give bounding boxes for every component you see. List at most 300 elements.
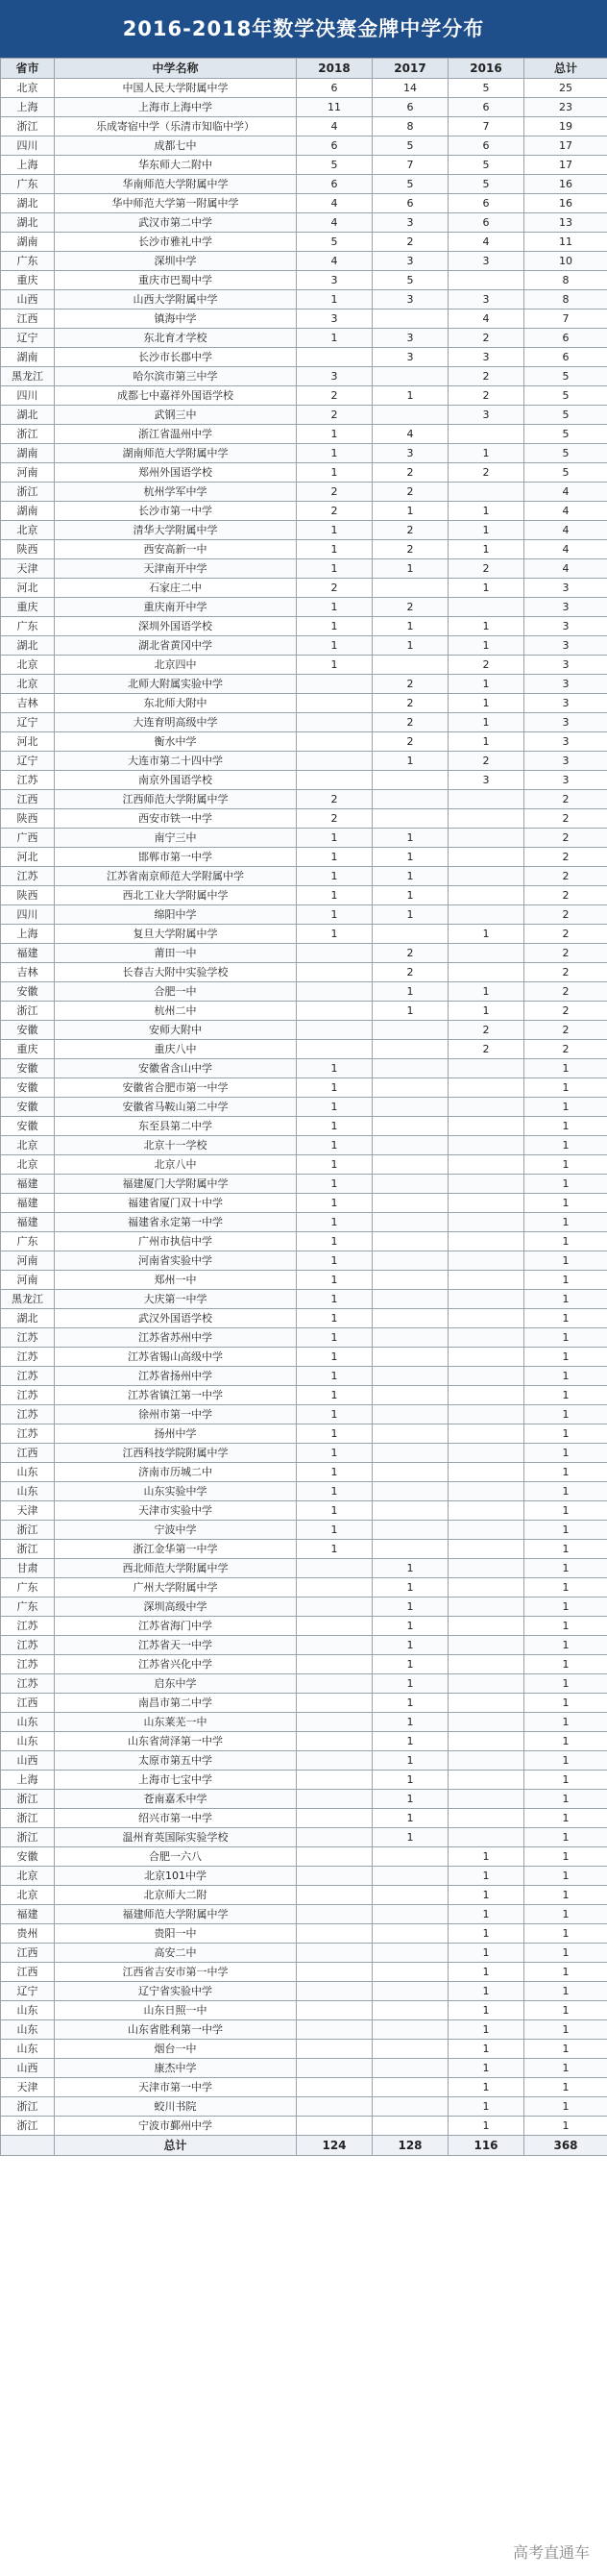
cell-2017: [373, 1424, 449, 1444]
cell-2018: 5: [297, 156, 373, 175]
table-row: [1, 2097, 607, 2117]
table-row: [1, 1367, 607, 1386]
cell-2018: [297, 2097, 373, 2117]
cell-school: 北京四中: [55, 656, 297, 675]
cell-school: 深圳高级中学: [55, 1598, 297, 1617]
cell-2016: 1: [449, 1963, 524, 1982]
cell-2018: [297, 2117, 373, 2136]
cell-2016: [449, 1694, 524, 1713]
cell-school: 深圳外国语学校: [55, 617, 297, 636]
cell-total: 2: [524, 867, 607, 886]
cell-2017: 1: [373, 1828, 449, 1847]
cell-total: 10: [524, 252, 607, 271]
cell-2017: [373, 1924, 449, 1944]
cell-school: 徐州市第一中学: [55, 1405, 297, 1424]
cell-school: 江苏省兴化中学: [55, 1655, 297, 1674]
cell-2016: [449, 963, 524, 982]
page-title: 2016-2018年数学决赛金牌中学分布: [0, 0, 607, 58]
cell-province: 江西: [1, 1963, 55, 1982]
table-row: [1, 2001, 607, 2020]
cell-2016: [449, 1251, 524, 1271]
cell-school: 武汉市第二中学: [55, 213, 297, 233]
table-row: [1, 329, 607, 348]
cell-province: 河南: [1, 1271, 55, 1290]
table-row: [1, 1098, 607, 1117]
cell-2016: 1: [449, 521, 524, 540]
cell-school: 中国人民大学附属中学: [55, 79, 297, 98]
cell-2018: 1: [297, 1194, 373, 1213]
cell-school: 安徽省合肥市第一中学: [55, 1078, 297, 1098]
cell-total: 16: [524, 194, 607, 213]
cell-2018: [297, 1674, 373, 1694]
cell-2016: 1: [449, 1847, 524, 1867]
cell-2018: 1: [297, 848, 373, 867]
cell-2016: 1: [449, 713, 524, 732]
cell-2016: [449, 905, 524, 925]
cell-2018: 1: [297, 1309, 373, 1328]
cell-2017: 5: [373, 136, 449, 156]
cell-school: 武汉外国语学校: [55, 1309, 297, 1328]
cell-2016: [449, 1213, 524, 1232]
table-row: [1, 1117, 607, 1136]
cell-2016: [449, 848, 524, 867]
cell-school: 太原市第五中学: [55, 1751, 297, 1771]
cell-province: 湖南: [1, 233, 55, 252]
cell-total: 1: [524, 2001, 607, 2020]
cell-2016: [449, 1617, 524, 1636]
cell-province: 吉林: [1, 694, 55, 713]
cell-2017: [373, 579, 449, 598]
cell-2016: 1: [449, 1982, 524, 2001]
cell-2018: [297, 2078, 373, 2097]
cell-2017: [373, 310, 449, 329]
cell-2018: 1: [297, 1117, 373, 1136]
cell-total: 1: [524, 2020, 607, 2040]
cell-2017: 2: [373, 675, 449, 694]
cell-2018: [297, 1886, 373, 1905]
cell-school: 山西大学附属中学: [55, 290, 297, 310]
cell-2016: [449, 1598, 524, 1617]
cell-school: 湖南师范大学附属中学: [55, 444, 297, 463]
cell-2018: [297, 694, 373, 713]
cell-2018: 1: [297, 1251, 373, 1271]
cell-school: 西安高新一中: [55, 540, 297, 559]
cell-total: 1: [524, 1771, 607, 1790]
cell-2018: 1: [297, 1424, 373, 1444]
cell-school: 北京十一学校: [55, 1136, 297, 1155]
table-row: [1, 1328, 607, 1348]
cell-school: 天津市第一中学: [55, 2078, 297, 2097]
cell-total: 3: [524, 752, 607, 771]
cell-2018: 3: [297, 310, 373, 329]
cell-school: 江西省吉安市第一中学: [55, 1963, 297, 1982]
cell-2017: [373, 1348, 449, 1367]
table-row: [1, 1655, 607, 1674]
cell-2017: 1: [373, 848, 449, 867]
cell-2016: 1: [449, 732, 524, 752]
cell-2017: 3: [373, 290, 449, 310]
cell-2017: [373, 1905, 449, 1924]
cell-total: 4: [524, 483, 607, 502]
cell-total: 3: [524, 636, 607, 656]
cell-total: 5: [524, 367, 607, 386]
cell-2018: [297, 1617, 373, 1636]
cell-2017: [373, 2040, 449, 2059]
cell-2016: [449, 1790, 524, 1809]
cell-total: 2: [524, 809, 607, 829]
cell-2017: 5: [373, 271, 449, 290]
cell-2016: [449, 1232, 524, 1251]
cell-total: 1: [524, 1636, 607, 1655]
table-row: [1, 713, 607, 732]
cell-2017: [373, 771, 449, 790]
cell-2016: 4: [449, 310, 524, 329]
cell-school: 北京八中: [55, 1155, 297, 1175]
cell-2017: [373, 1290, 449, 1309]
cell-2017: [373, 1098, 449, 1117]
table-row: [1, 540, 607, 559]
table-row: [1, 886, 607, 905]
cell-total: 2: [524, 790, 607, 809]
cell-2016: 1: [449, 1886, 524, 1905]
table-row: [1, 1232, 607, 1251]
cell-2017: [373, 1886, 449, 1905]
cell-province: 河北: [1, 848, 55, 867]
cell-school: 杭州学军中学: [55, 483, 297, 502]
cell-2016: [449, 1405, 524, 1424]
cell-2018: 2: [297, 579, 373, 598]
cell-school: 南昌市第二中学: [55, 1694, 297, 1713]
total-row: [1, 2136, 607, 2156]
cell-school: 清华大学附属中学: [55, 521, 297, 540]
cell-total: 1: [524, 1444, 607, 1463]
cell-school: 福建厦门大学附属中学: [55, 1175, 297, 1194]
cell-province: 山西: [1, 1751, 55, 1771]
cell-2017: 3: [373, 348, 449, 367]
cell-province: 四川: [1, 905, 55, 925]
cell-total: 4: [524, 559, 607, 579]
cell-total: 1: [524, 1905, 607, 1924]
cell-school: 安徽省含山中学: [55, 1059, 297, 1078]
cell-2017: [373, 2059, 449, 2078]
cell-2018: 2: [297, 502, 373, 521]
cell-province: 浙江: [1, 2117, 55, 2136]
table-row: [1, 1463, 607, 1482]
cell-2016: [449, 1367, 524, 1386]
cell-2018: 1: [297, 329, 373, 348]
table-row: [1, 98, 607, 117]
cell-2017: 2: [373, 540, 449, 559]
cell-2016: [449, 1290, 524, 1309]
cell-total: 1: [524, 1559, 607, 1578]
cell-2018: 1: [297, 1405, 373, 1424]
cell-2018: 5: [297, 233, 373, 252]
cell-school: 福建省永定第一中学: [55, 1213, 297, 1232]
table-row: [1, 1424, 607, 1444]
cell-total: 1: [524, 1424, 607, 1444]
table-row: [1, 348, 607, 367]
cell-2017: [373, 1078, 449, 1098]
cell-province: 浙江: [1, 425, 55, 444]
cell-2018: [297, 1694, 373, 1713]
table-row: [1, 905, 607, 925]
table-row: [1, 1136, 607, 1155]
cell-school: 西安市铁一中学: [55, 809, 297, 829]
cell-2018: 1: [297, 598, 373, 617]
cell-school: 江苏省苏州中学: [55, 1328, 297, 1348]
cell-2017: 1: [373, 559, 449, 579]
cell-total: 1: [524, 1155, 607, 1175]
cell-total: 2: [524, 1040, 607, 1059]
cell-2017: [373, 1405, 449, 1424]
cell-province: 浙江: [1, 1790, 55, 1809]
cell-2018: 1: [297, 1367, 373, 1386]
table-body: [1, 79, 607, 2136]
cell-province: 湖南: [1, 444, 55, 463]
cell-2016: [449, 1655, 524, 1674]
cell-2016: 1: [449, 2020, 524, 2040]
cell-2016: 4: [449, 233, 524, 252]
cell-school: 山东省菏泽第一中学: [55, 1732, 297, 1751]
cell-total: 2: [524, 1021, 607, 1040]
table-row: [1, 848, 607, 867]
cell-2018: [297, 963, 373, 982]
cell-2016: [449, 1809, 524, 1828]
cell-2016: [449, 1175, 524, 1194]
cell-total: 1: [524, 1828, 607, 1847]
cell-2016: [449, 598, 524, 617]
cell-school: 启东中学: [55, 1674, 297, 1694]
cell-2017: 2: [373, 944, 449, 963]
table-row: [1, 2020, 607, 2040]
cell-2017: 1: [373, 1578, 449, 1598]
cell-province: 广东: [1, 1578, 55, 1598]
cell-total: 5: [524, 386, 607, 406]
cell-province: 四川: [1, 386, 55, 406]
cell-province: 广东: [1, 617, 55, 636]
cell-2018: [297, 1828, 373, 1847]
cell-province: 重庆: [1, 1040, 55, 1059]
cell-total: 1: [524, 1367, 607, 1386]
cell-2016: 2: [449, 559, 524, 579]
cell-2018: [297, 1771, 373, 1790]
cell-school: 长沙市长郡中学: [55, 348, 297, 367]
table-row: [1, 1309, 607, 1328]
table-row: [1, 1771, 607, 1790]
cell-school: 宁波中学: [55, 1521, 297, 1540]
cell-2016: [449, 1713, 524, 1732]
cell-2018: [297, 2040, 373, 2059]
cell-2018: 1: [297, 1271, 373, 1290]
cell-total: 1: [524, 1194, 607, 1213]
cell-2017: 1: [373, 502, 449, 521]
cell-total: 1: [524, 1078, 607, 1098]
cell-province: 广东: [1, 252, 55, 271]
header-province: 省市: [1, 59, 55, 79]
cell-2017: 1: [373, 905, 449, 925]
table-row: [1, 1386, 607, 1405]
header-2017: 2017: [373, 59, 449, 79]
table-row: [1, 1059, 607, 1078]
cell-2016: [449, 867, 524, 886]
table-row: [1, 1482, 607, 1501]
cell-2017: 6: [373, 194, 449, 213]
cell-school: 成都七中: [55, 136, 297, 156]
cell-2017: [373, 1136, 449, 1155]
cell-total: 2: [524, 829, 607, 848]
cell-province: 浙江: [1, 1809, 55, 1828]
cell-2018: 3: [297, 271, 373, 290]
cell-2017: [373, 2117, 449, 2136]
cell-province: 陕西: [1, 886, 55, 905]
cell-province: 浙江: [1, 117, 55, 136]
cell-2016: 1: [449, 982, 524, 1002]
cell-province: 安徽: [1, 1117, 55, 1136]
cell-2016: 1: [449, 1924, 524, 1944]
cell-total: 1: [524, 1578, 607, 1598]
cell-school: 山东实验中学: [55, 1482, 297, 1501]
table-row: [1, 1155, 607, 1175]
cell-2018: [297, 2059, 373, 2078]
cell-school: 济南市历城二中: [55, 1463, 297, 1482]
cell-2018: [297, 713, 373, 732]
cell-school: 广州大学附属中学: [55, 1578, 297, 1598]
cell-2018: [297, 1809, 373, 1828]
table-row: [1, 1251, 607, 1271]
cell-total: 1: [524, 1059, 607, 1078]
cell-2018: 1: [297, 867, 373, 886]
cell-2018: 1: [297, 521, 373, 540]
cell-total: 3: [524, 675, 607, 694]
cell-province: 天津: [1, 1501, 55, 1521]
table-row: [1, 829, 607, 848]
cell-school: 石家庄二中: [55, 579, 297, 598]
cell-school: 江苏省锡山高级中学: [55, 1348, 297, 1367]
cell-2017: [373, 1213, 449, 1232]
cell-2016: [449, 1732, 524, 1751]
cell-total: 1: [524, 1886, 607, 1905]
cell-province: 浙江: [1, 2097, 55, 2117]
cell-2018: 2: [297, 386, 373, 406]
table-row: [1, 1617, 607, 1636]
table-row: [1, 963, 607, 982]
cell-2016: 3: [449, 252, 524, 271]
table-row: [1, 2040, 607, 2059]
cell-2016: 6: [449, 194, 524, 213]
cell-2017: [373, 1963, 449, 1982]
cell-2016: 1: [449, 2078, 524, 2097]
cell-2018: 6: [297, 79, 373, 98]
cell-school: 东北师大附中: [55, 694, 297, 713]
cell-2018: [297, 1636, 373, 1655]
cell-2017: [373, 1251, 449, 1271]
cell-province: 上海: [1, 925, 55, 944]
cell-2017: [373, 406, 449, 425]
cell-2018: 1: [297, 1059, 373, 1078]
cell-2017: 2: [373, 713, 449, 732]
table-row: [1, 1982, 607, 2001]
cell-2018: 4: [297, 213, 373, 233]
cell-2018: 2: [297, 809, 373, 829]
cell-school: 江苏省镇江第一中学: [55, 1386, 297, 1405]
table-row: [1, 1867, 607, 1886]
cell-school: 扬州中学: [55, 1424, 297, 1444]
cell-province: 四川: [1, 136, 55, 156]
cell-2017: [373, 1155, 449, 1175]
total-2018: 124: [297, 2136, 373, 2156]
table-row: [1, 1847, 607, 1867]
cell-school: 北京师大二附: [55, 1886, 297, 1905]
cell-total: 1: [524, 1617, 607, 1636]
cell-province: 湖北: [1, 213, 55, 233]
cell-total: 2: [524, 982, 607, 1002]
table-row: [1, 194, 607, 213]
cell-total: 1: [524, 1386, 607, 1405]
cell-province: 山东: [1, 2020, 55, 2040]
cell-total: 4: [524, 521, 607, 540]
cell-2016: [449, 483, 524, 502]
table-row: [1, 463, 607, 483]
cell-2016: 6: [449, 98, 524, 117]
cell-2018: [297, 2020, 373, 2040]
cell-total: 5: [524, 463, 607, 483]
cell-total: 1: [524, 1271, 607, 1290]
cell-2018: 1: [297, 425, 373, 444]
cell-2017: 1: [373, 752, 449, 771]
table-row: [1, 1002, 607, 1021]
cell-2018: 1: [297, 925, 373, 944]
cell-total: 1: [524, 1328, 607, 1348]
cell-2018: [297, 752, 373, 771]
cell-total: 1: [524, 1924, 607, 1944]
cell-total: 13: [524, 213, 607, 233]
cell-school: 重庆南开中学: [55, 598, 297, 617]
cell-school: 郑州外国语学校: [55, 463, 297, 483]
cell-2018: [297, 1790, 373, 1809]
cell-2016: [449, 1674, 524, 1694]
cell-2017: 4: [373, 425, 449, 444]
cell-province: 重庆: [1, 271, 55, 290]
cell-province: 福建: [1, 1175, 55, 1194]
table-row: [1, 752, 607, 771]
table-row: [1, 175, 607, 194]
cell-school: 天津南开中学: [55, 559, 297, 579]
cell-school: 邯郸市第一中学: [55, 848, 297, 867]
cell-total: 3: [524, 771, 607, 790]
cell-province: 浙江: [1, 483, 55, 502]
cell-province: 湖北: [1, 194, 55, 213]
cell-2018: [297, 1905, 373, 1924]
cell-total: 1: [524, 1732, 607, 1751]
cell-school: 西北工业大学附属中学: [55, 886, 297, 905]
table-row: [1, 310, 607, 329]
table-row: [1, 1598, 607, 1617]
cell-2018: 1: [297, 1175, 373, 1194]
cell-province: 天津: [1, 2078, 55, 2097]
cell-province: 安徽: [1, 1021, 55, 1040]
table-row: [1, 925, 607, 944]
cell-province: 江苏: [1, 1674, 55, 1694]
cell-2016: 2: [449, 329, 524, 348]
cell-2017: 1: [373, 886, 449, 905]
cell-province: 江苏: [1, 1386, 55, 1405]
table-row: [1, 1809, 607, 1828]
cell-2017: 1: [373, 617, 449, 636]
cell-total: 1: [524, 1405, 607, 1424]
cell-school: 江西科技学院附属中学: [55, 1444, 297, 1463]
table-row: [1, 732, 607, 752]
cell-province: 江西: [1, 1444, 55, 1463]
